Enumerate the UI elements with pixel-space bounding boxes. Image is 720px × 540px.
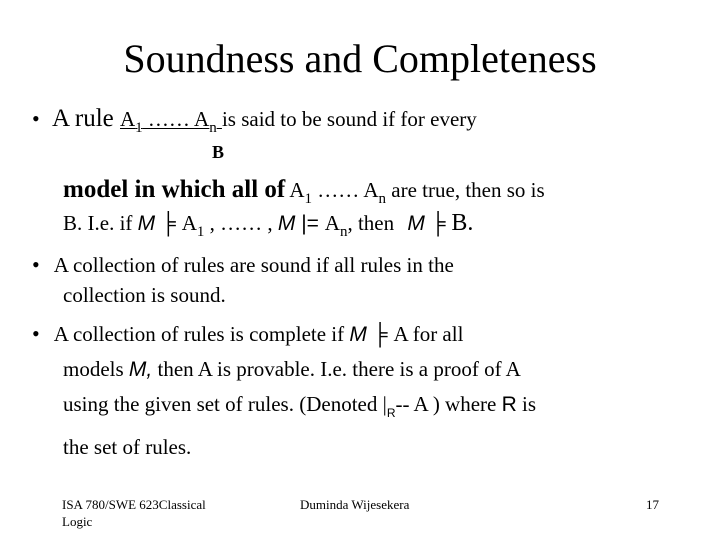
bullet-2-line-1 [32, 250, 454, 280]
bullet-1-line-1 [32, 104, 477, 143]
model-symbol-1: M [137, 212, 156, 235]
footer-course-line-1: ISA 780/SWE 623Classical [62, 497, 206, 512]
footer-author: Duminda Wijesekera [300, 497, 410, 512]
page-number: 17 [646, 497, 659, 512]
bullet-marker: • [32, 321, 40, 346]
footer-course-line-2: Logic [62, 514, 93, 529]
entails-symbol-1: ╞ [155, 212, 182, 235]
conclusion-b: B. [451, 210, 474, 236]
bullet-3-text-3b: -- A ) where [395, 392, 502, 416]
model-symbol-4: M [349, 323, 367, 346]
ie-prefix: B. I.e. if [63, 211, 138, 235]
bullet-2-text-1: A collection of rules are sound if all rules in the [53, 253, 454, 277]
model-symbol-2: M [277, 212, 296, 235]
model-symbol-3: M [407, 212, 425, 235]
bullet-3-text-3c: is [516, 392, 537, 416]
rule-premises [120, 107, 222, 136]
bullet-marker: • [32, 106, 40, 131]
premise-an: A [194, 107, 210, 131]
bullet-1-line-3 [63, 208, 473, 247]
premise-dots: …… [142, 107, 195, 131]
model-phrase: model in which all of [63, 176, 286, 203]
derivation-sub-r: R [386, 406, 396, 420]
rule-prefix: A rule [51, 105, 114, 132]
cont-rest: are true, then so is [386, 178, 545, 202]
bullet-2-line-2: collection is sound. [63, 283, 226, 307]
bullet-3-text-3a: using the given set of rules. (Denoted | [63, 392, 387, 416]
bullet-3-text-1b: A for all [393, 322, 464, 346]
bullet-3 [32, 317, 536, 464]
cont-a1: A [285, 178, 305, 202]
cont-an: A [363, 178, 379, 202]
footer-course [62, 496, 206, 530]
then-word: , then [347, 211, 400, 235]
cont-sub-1: 1 [304, 191, 313, 207]
rule-description: is said to be sound if for every [221, 107, 477, 131]
premise-sub-1: 1 [135, 120, 143, 136]
line3-sub-1: 1 [196, 224, 205, 240]
premise-a1: A [120, 107, 136, 131]
premise-sub-n: n [209, 120, 217, 136]
page-title: Soundness and Completeness [123, 36, 597, 81]
entails-symbol-2: |= [295, 212, 325, 235]
cont-sub-n: n [378, 191, 387, 207]
line3-sub-n: n [339, 224, 348, 240]
bullet-3-line-3 [63, 387, 536, 430]
line3-an: A [324, 211, 340, 235]
model-symbol-5: M, [128, 358, 153, 381]
bullet-3-line-1 [32, 317, 536, 352]
bullet-3-line-2 [63, 352, 536, 387]
bullet-3-text-1: A collection of rules is complete if [53, 322, 350, 346]
line3-dots: , …… , [204, 211, 278, 235]
models-word: models [63, 357, 129, 381]
entails-symbol-4: ╞ [366, 323, 394, 346]
line3-a1: A [181, 211, 197, 235]
bullet-3-text-2: then A is provable. I.e. there is a proof of A [152, 357, 521, 381]
cont-dots: …… [312, 178, 364, 202]
rule-conclusion: B [212, 142, 225, 162]
bullet-3-line-4: the set of rules. [63, 435, 192, 459]
rule-set-r: R [501, 393, 517, 416]
entails-symbol-3: ╞ [424, 212, 452, 235]
bullet-2 [32, 250, 454, 310]
bullet-marker: • [32, 252, 40, 277]
